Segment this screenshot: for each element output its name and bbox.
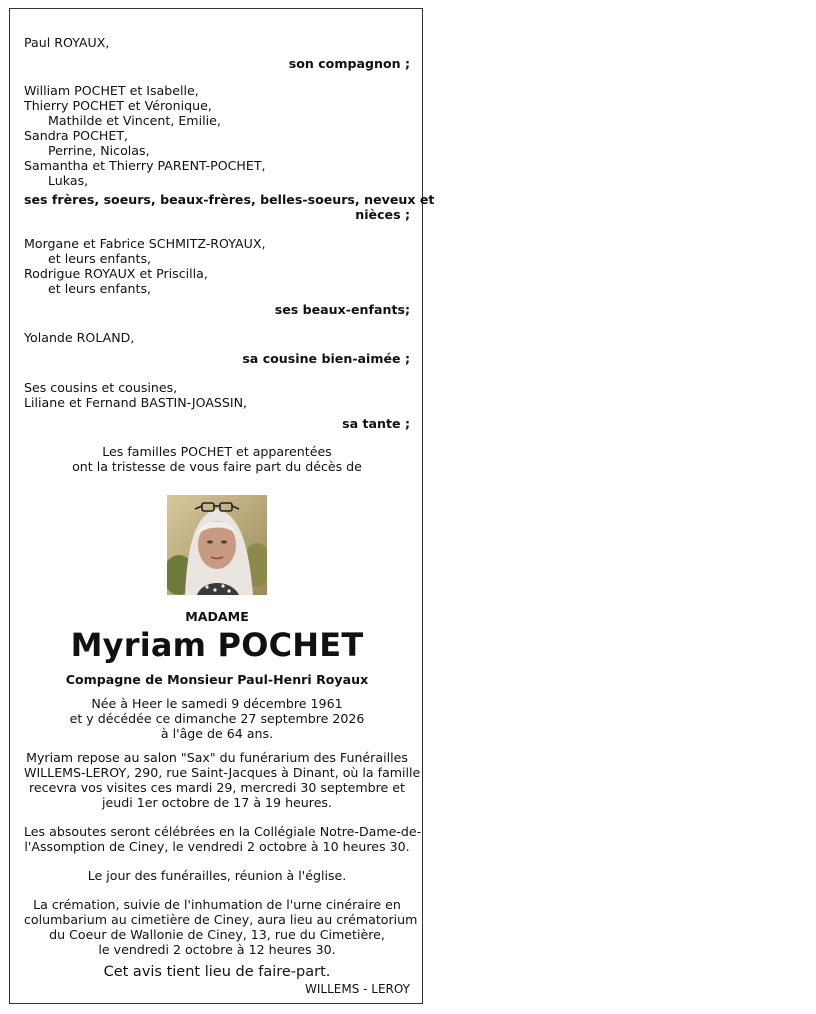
cremation-line-1: La crémation, suivie de l'inhumation de l'urne cinéraire en [33,897,401,912]
siblings-list [24,83,410,188]
companion-role: son compagnon ; [288,56,410,71]
absoutes-paragraph [24,824,422,854]
cremation-line-3: du Coeur de Wallonie de Ciney, 13, rue du Cimetière, [49,927,385,942]
announcement-line-1: Les familles POCHET et apparentées [102,444,332,459]
stepchild-line-2: et leurs enfants, [48,251,152,266]
deceased-name: Myriam POCHET [70,626,364,664]
sibling-line-1: William POCHET et Isabelle, [24,83,199,98]
birth-line-2: et y décédée ce dimanche 27 septembre 2026 [69,711,365,726]
repose-line-1: Myriam repose au salon "Sax" du funérarium des Funérailles [26,750,408,765]
portrait-photo-icon [167,495,267,595]
repose-line-4: jeudi 1er octobre de 17 à 19 heures. [101,795,333,810]
stepchild-line-3: Rodrigue ROYAUX et Priscilla, [24,266,208,281]
cousin-name: Yolande ROLAND, [24,330,135,345]
absoutes-line-1: Les absoutes seront célébrées en la Collégiale Notre-Dame-de- [24,824,422,839]
sibling-line-3: Mathilde et Vincent, Emilie, [48,113,221,128]
announcement-line-2: ont la tristesse de vous faire part du décès de [72,459,362,474]
stepchildren-role: ses beaux-enfants; [274,302,410,317]
aunt-role: sa tante ; [342,416,410,431]
siblings-role-line-2: nièces ; [355,207,410,222]
sibling-line-2: Thierry POCHET et Véronique, [24,98,212,113]
stepchild-line-4: et leurs enfants, [48,281,152,296]
sibling-line-6: Samantha et Thierry PARENT-POCHET, [24,158,266,173]
reunion-line: Le jour des funérailles, réunion à l'église. [87,868,347,883]
sibling-line-4: Sandra POCHET, [24,128,129,143]
cremation-line-4: le vendredi 2 octobre à 12 heures 30. [98,942,336,957]
repose-line-2: WILLEMS-LEROY, 290, rue Saint-Jacques à Dinant, où la famille [24,765,421,780]
notice-content [24,35,435,997]
repose-paragraph [24,750,421,810]
deceased-title: MADAME [185,609,249,624]
sibling-line-5: Perrine, Nicolas, [48,143,150,158]
absoutes-line-2: l'Assomption de Ciney, le vendredi 2 octobre à 10 heures 30. [24,839,410,854]
sibling-line-7: Lukas, [48,173,89,188]
cousin-role: sa cousine bien-aimée ; [242,351,410,366]
cremation-line-2: columbarium au cimetière de Ciney, aura lieu au crématorium [24,912,418,927]
cousins-line-2: Liliane et Fernand BASTIN-JOASSIN, [24,395,248,410]
faire-part-line: Cet avis tient lieu de faire-part. [103,964,331,980]
siblings-role-line-1: ses frères, soeurs, beaux-frères, belles-soeurs, neveux et [24,192,435,207]
death-notice [9,8,435,1004]
birth-line-3: à l'âge de 64 ans. [160,726,274,741]
undertaker-signature: WILLEMS - LEROY [304,982,410,996]
repose-line-3: recevra vos visites ces mardi 29, mercredi 30 septembre et [29,780,405,795]
birth-line-1: Née à Heer le samedi 9 décembre 1961 [91,696,343,711]
stepchild-line-1: Morgane et Fabrice SCHMITZ-ROYAUX, [24,236,266,251]
cousins-line-1: Ses cousins et cousines, [24,380,178,395]
stepchildren-list [24,236,410,296]
cremation-paragraph [24,897,418,957]
deceased-companion: Compagne de Monsieur Paul-Henri Royaux [65,672,369,687]
companion-name: Paul ROYAUX, [24,35,110,50]
